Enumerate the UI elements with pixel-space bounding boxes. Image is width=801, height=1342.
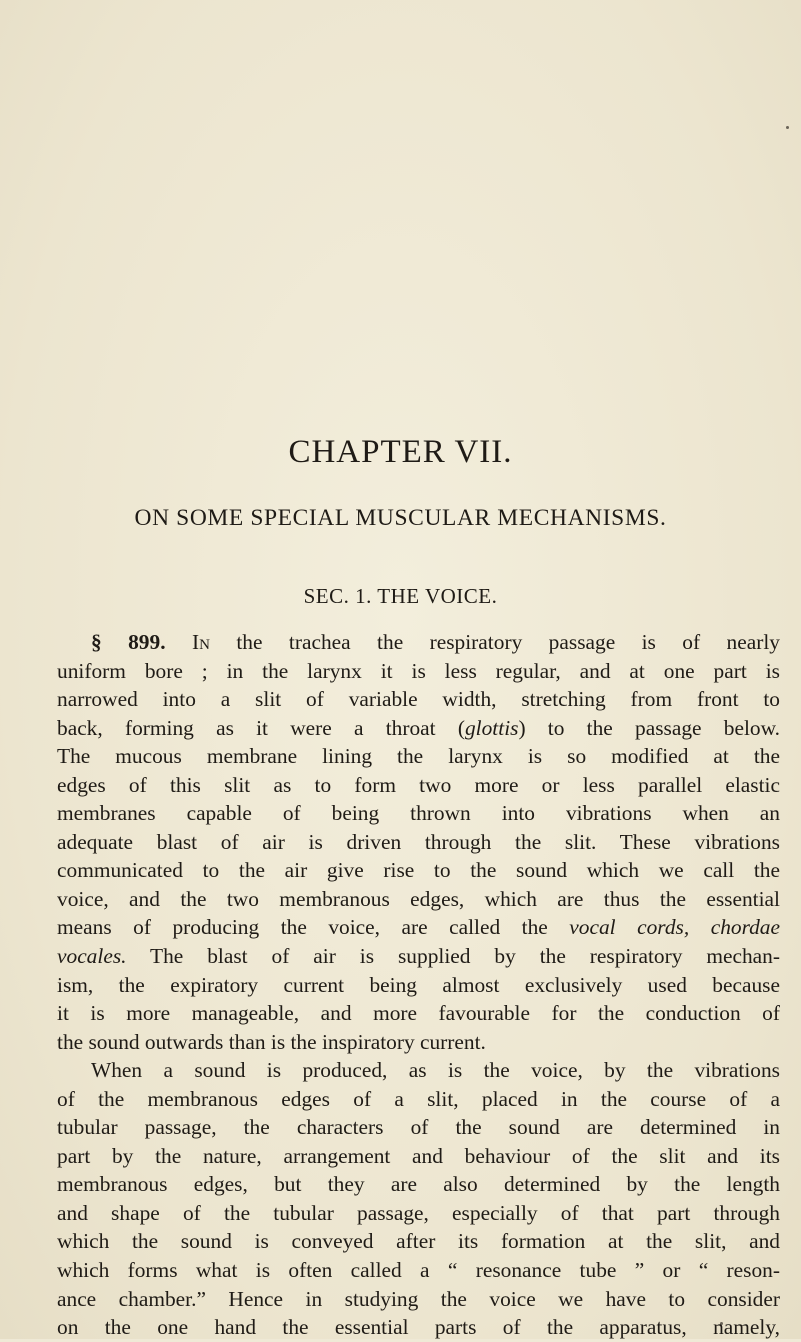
- paragraph-line: membranes capable of being thrown into vibrations when an: [57, 801, 780, 826]
- paragraph-line: edges of this slit as to form two more or less parallel elastic: [57, 772, 780, 797]
- paragraph-line: [57, 714, 780, 743]
- italic-term: vocales.: [57, 944, 127, 969]
- paragraph-line: ance chamber.” Hence in studying the voice we have to consider: [57, 1286, 780, 1311]
- paragraph-line: ism, the expiratory current being almost exclusively used because: [57, 972, 780, 997]
- line-text: back, forming as it were a throat (: [57, 715, 465, 740]
- chapter-subtitle: ON SOME SPECIAL MUSCULAR MECHANISMS.: [134, 505, 667, 531]
- paragraph-line: the sound outwards than is the inspiratory current.: [57, 1029, 486, 1054]
- section-number: § 899.: [91, 630, 166, 654]
- paragraph-line: it is more manageable, and more favourable for the conduction of: [57, 1001, 780, 1026]
- paragraph-line: uniform bore ; in the larynx it is less regular, and at one part is: [57, 658, 780, 683]
- paragraph-line: on the one hand the essential parts of the apparatus, namely,: [57, 1315, 780, 1340]
- line-text: The blast of air is supplied by the respiratory mechan-: [126, 944, 780, 969]
- paragraph-line: [57, 913, 780, 942]
- paragraph-line: adequate blast of air is driven through the slit. These vibrations: [57, 829, 780, 854]
- chapter-title: CHAPTER VII.: [288, 434, 513, 470]
- paragraph-line: part by the nature, arrangement and behaviour of the slit and its: [57, 1143, 780, 1168]
- paragraph-line: narrowed into a slit of variable width, stretching from front to: [57, 687, 780, 712]
- paragraph-line: tubular passage, the characters of the sound are determined in: [57, 1115, 780, 1140]
- paragraph-line: membranous edges, but they are also determined by the length: [57, 1172, 780, 1197]
- paragraph-line: which forms what is often called a “ resonance tube ” or “ reson-: [57, 1258, 780, 1283]
- line-text: ) to the passage below.: [518, 715, 780, 740]
- italic-term: vocal cords, chordae: [569, 915, 781, 940]
- line-text: means of producing the voice, are called the: [57, 915, 570, 940]
- paragraph-line: communicated to the air give rise to the sound which we call the: [57, 858, 780, 883]
- section-heading: SEC. 1. THE VOICE.: [303, 584, 498, 608]
- paragraph-line: When a sound is produced, as is the voice, by the vibrations: [91, 1058, 780, 1083]
- paragraph-line: [57, 628, 780, 657]
- paragraph-line: of the membranous edges of a slit, placed in the course of a: [57, 1086, 780, 1111]
- paragraph-line: voice, and the two membranous edges, which are thus the essential: [57, 886, 780, 911]
- paragraph-line: which the sound is conveyed after its formation at the slit, and: [57, 1229, 780, 1254]
- paragraph-line: The mucous membrane lining the larynx is so modified at the: [57, 744, 780, 769]
- line-text: the trachea the respiratory passage is of nearly: [209, 630, 780, 654]
- paragraph-line: and shape of the tubular passage, especially of that part through: [57, 1200, 780, 1225]
- paper-speck: [786, 126, 789, 129]
- paragraph-line: [57, 942, 780, 971]
- body-text: [57, 628, 780, 1342]
- italic-term: glottis: [464, 715, 519, 740]
- lead-word: In: [191, 630, 210, 654]
